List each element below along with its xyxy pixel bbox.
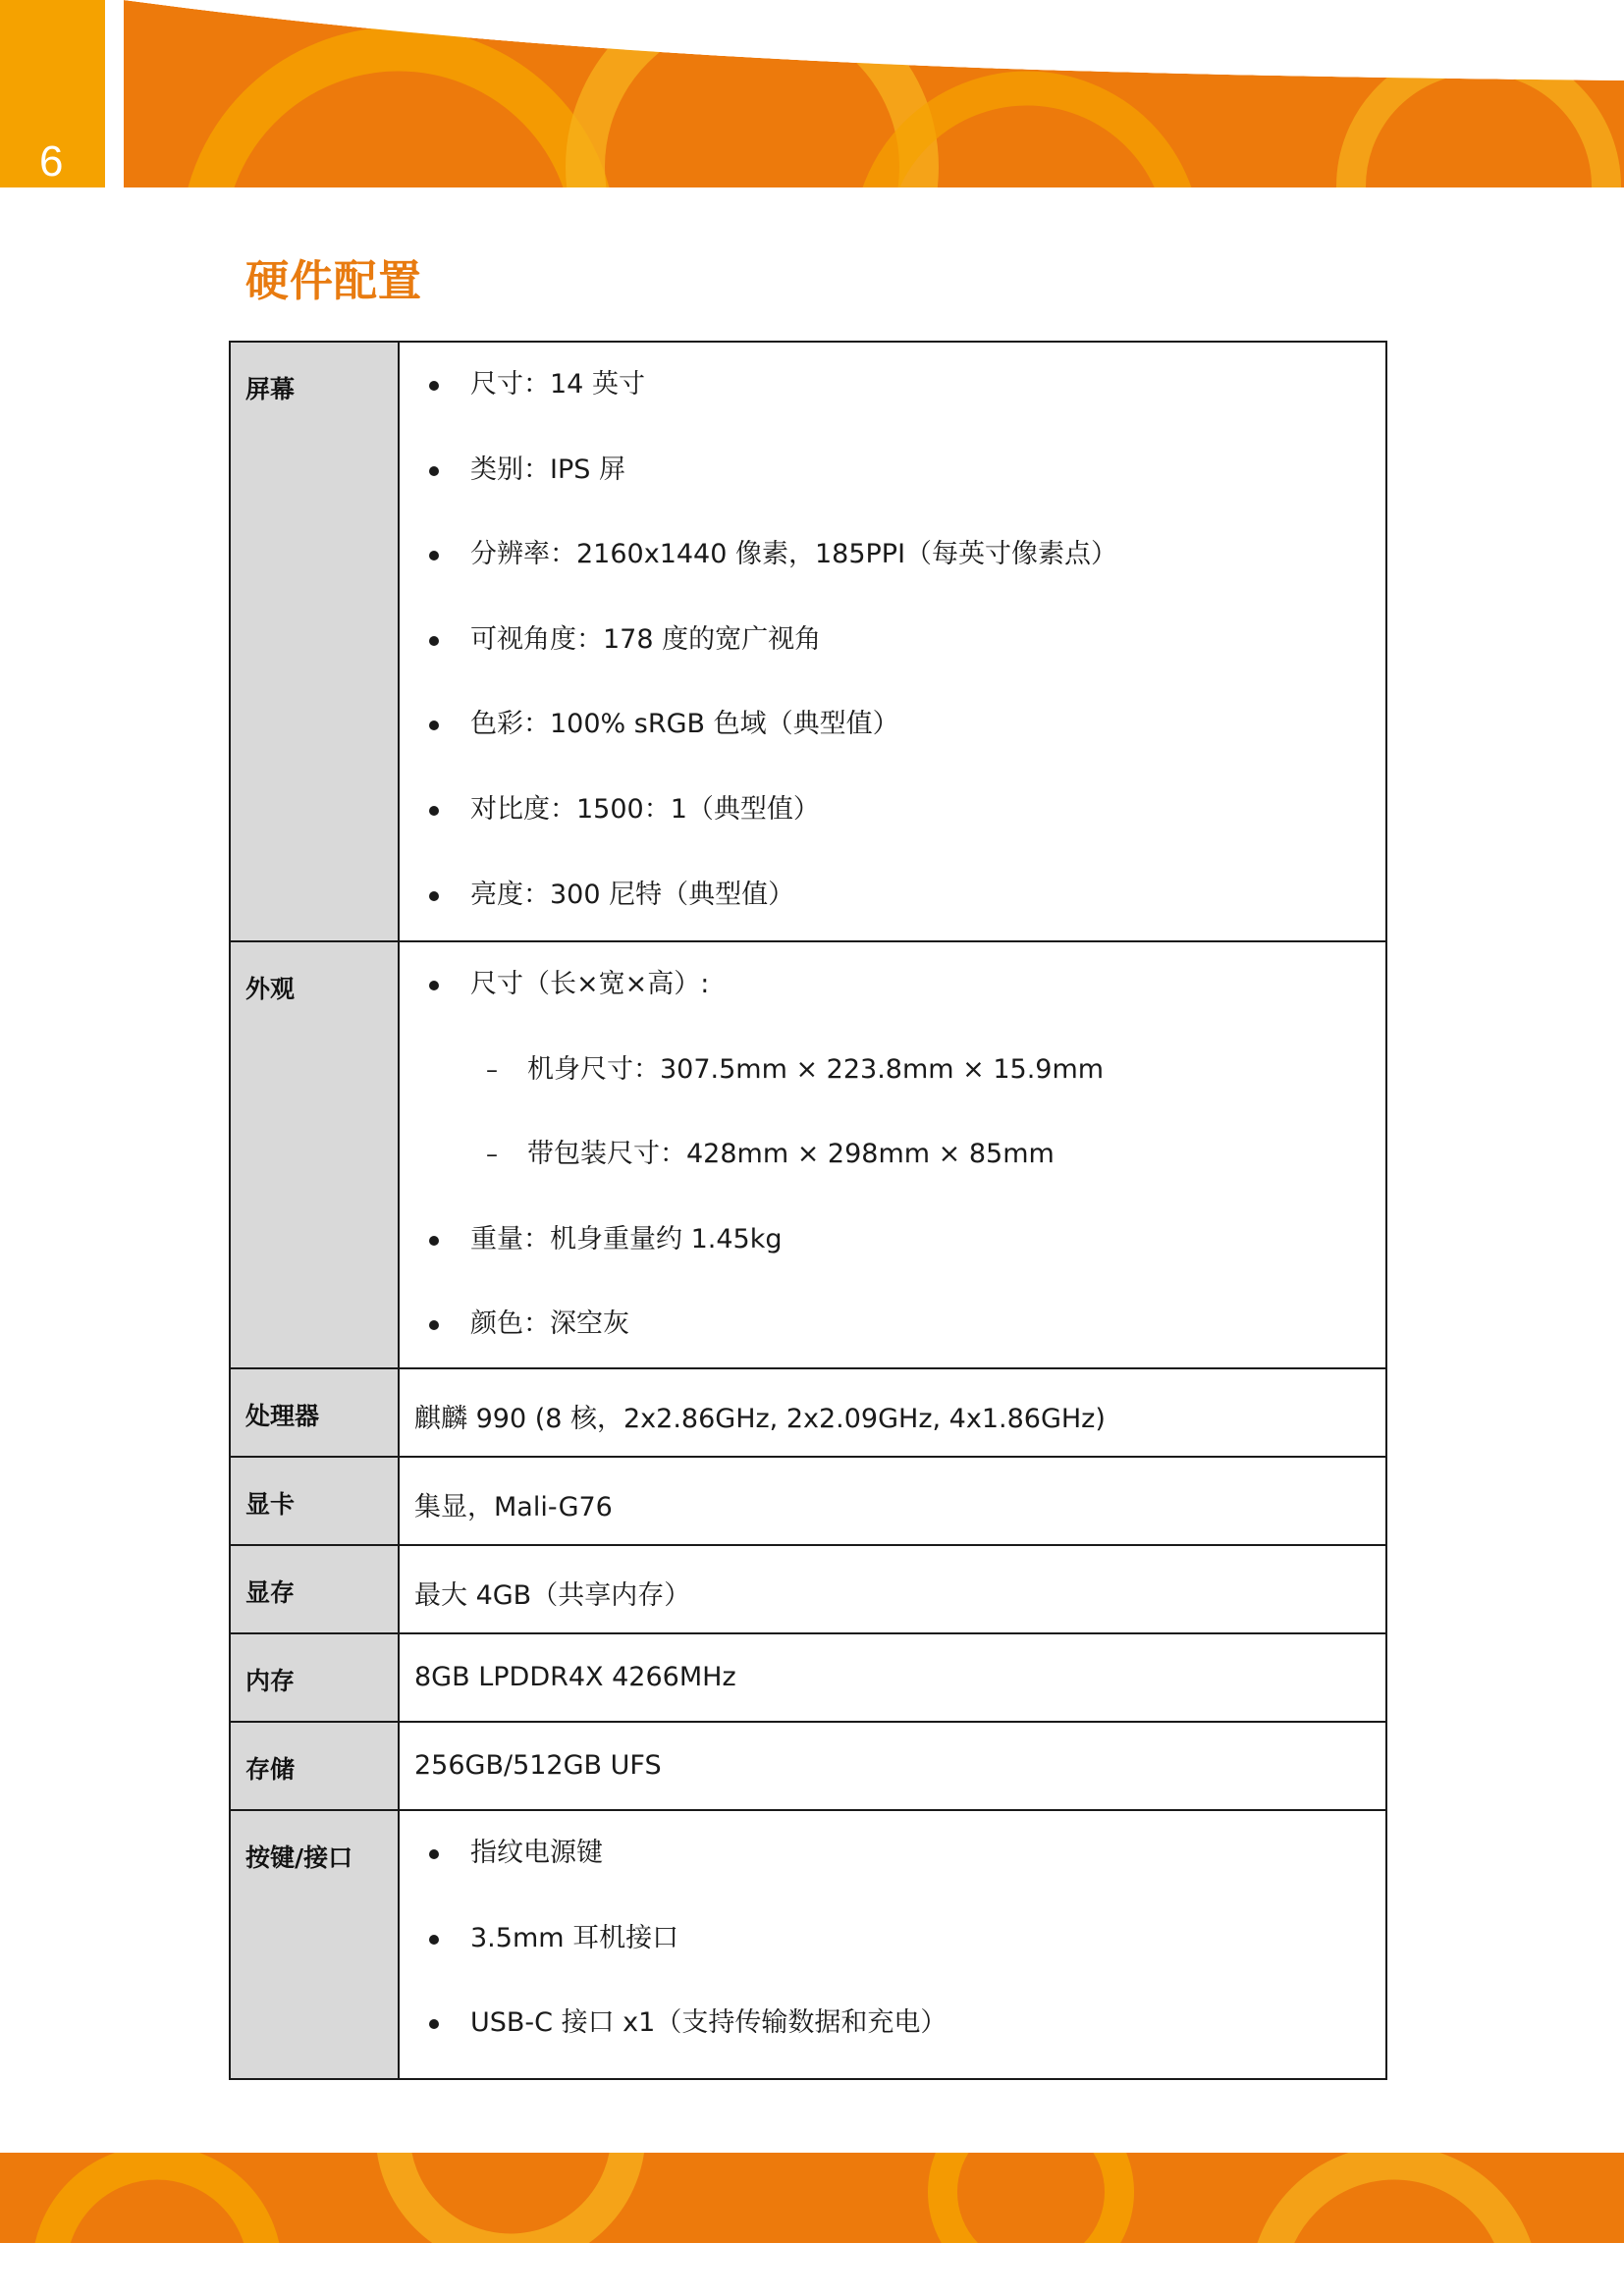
spec-row-storage [230,1722,1386,1810]
spec-label-cell [230,1545,399,1633]
spec-value: 麒麟 990 (8 核，2x2.86GHz, 2x2.09GHz, 4x1.86GHz) [414,1403,1106,1434]
spec-value-cell [399,1457,1386,1545]
spec-label: 显存 [245,1577,296,1607]
spec-value-cell [399,1368,1386,1457]
list-item: 3.5mm 耳机接口 [400,1896,1385,1982]
bullet-icon [429,1935,439,1945]
spec-value: 8GB LPDDR4X 4266MHz [414,1661,736,1692]
spec-label-cell [230,1810,399,2079]
spec-label: 显卡 [245,1489,296,1519]
list-item: 可视角度：178 度的宽广视角 [400,598,1385,683]
bullet-icon [429,2019,439,2029]
spec-label-cell [230,1368,399,1457]
spec-value-cell [399,1810,1386,2079]
spec-label-cell [230,1722,399,1810]
spec-value-cell [399,1722,1386,1810]
spec-label-cell [230,1633,399,1722]
appearance-spec-list [400,942,1385,1367]
hardware-spec-table [229,341,1387,2080]
spec-label: 屏幕 [245,375,296,403]
section-title: 硬件配置 [245,256,422,306]
sub-list-item: – 机身尺寸：307.5mm × 223.8mm × 15.9mm [400,1028,1385,1113]
bullet-icon [429,381,439,391]
spec-label: 存储 [245,1754,296,1784]
list-item: 色彩：100% sRGB 色域（典型值） [400,682,1385,768]
bullet-icon [429,1849,439,1859]
spec-row-ports [230,1810,1386,2079]
list-item: 颜色：深空灰 [400,1282,1385,1367]
bullet-icon [429,721,439,730]
spec-row-processor [230,1368,1386,1457]
list-item: 尺寸（长×宽×高）: [400,942,1385,1028]
spec-row-screen [230,342,1386,941]
list-item: 亮度：300 尼特（典型值） [400,853,1385,938]
bullet-icon [429,466,439,476]
list-item: USB-C 接口 x1（支持传输数据和充电） [400,1981,1385,2066]
list-item: 类别：IPS 屏 [400,428,1385,513]
bullet-icon [429,891,439,901]
spec-value: 256GB/512GB UFS [414,1749,662,1781]
ports-spec-list [400,1811,1385,2066]
bullet-icon [429,1320,439,1330]
bullet-icon [429,981,439,990]
list-item: 分辨率：2160x1440 像素，185PPI（每英寸像素点） [400,512,1385,598]
spec-value-cell [399,941,1386,1368]
spec-label-cell [230,342,399,941]
spec-row-vram [230,1545,1386,1633]
spec-value: 最大 4GB（共享内存） [414,1579,691,1611]
list-item: 尺寸：14 英寸 [400,343,1385,428]
spec-label: 按键/接口 [245,1842,353,1872]
spec-row-appearance [230,941,1386,1368]
screen-spec-list [400,343,1385,937]
list-item: 重量：机身重量约 1.45kg [400,1198,1385,1283]
list-item: 指纹电源键 [400,1811,1385,1896]
bullet-icon [429,636,439,646]
bullet-icon [429,806,439,816]
list-item: 对比度：1500：1（典型值） [400,768,1385,853]
dash-icon: – [486,1141,498,1169]
spec-value-cell [399,342,1386,941]
page-number: 6 [39,137,64,186]
header-decorative-band [124,0,1624,187]
spec-value-cell [399,1633,1386,1722]
bullet-icon [429,551,439,561]
spec-label: 处理器 [245,1401,320,1430]
spec-value: 集显，Mali-G76 [414,1491,613,1522]
spec-row-memory [230,1633,1386,1722]
footer-decorative-band [0,2153,1624,2243]
spec-label-cell [230,1457,399,1545]
spec-value-cell [399,1545,1386,1633]
spec-row-gpu [230,1457,1386,1545]
spec-label-cell [230,941,399,1368]
bullet-icon [429,1236,439,1246]
sub-list-item: – 带包装尺寸：428mm × 298mm × 85mm [400,1112,1385,1198]
dash-icon: – [486,1055,498,1084]
spec-label: 外观 [245,975,296,1003]
spec-label: 内存 [245,1666,296,1695]
